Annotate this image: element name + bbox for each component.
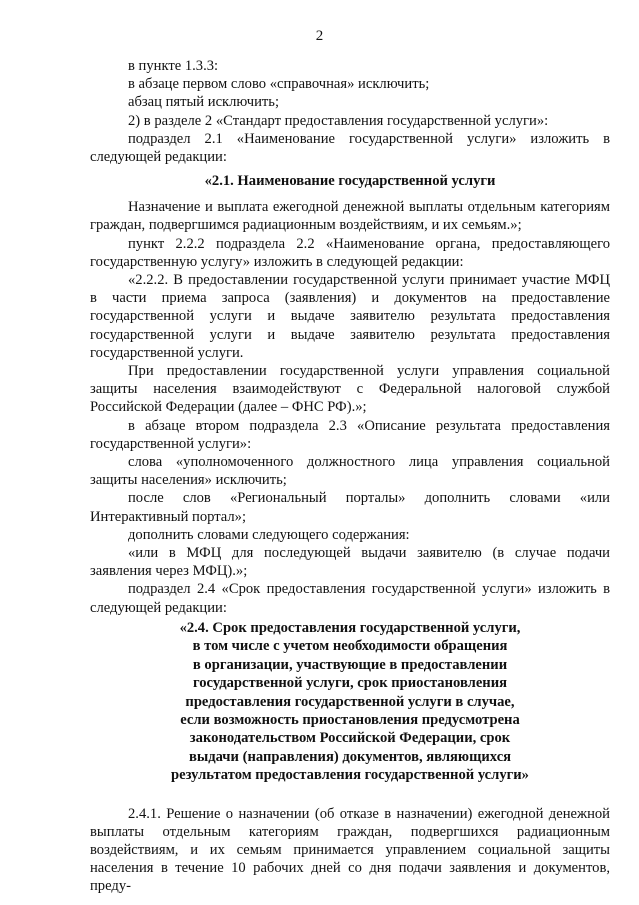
heading-line: законодательством Российской Федерации, срок xyxy=(189,730,511,747)
paragraph: «или в МФЦ для последующей выдачи заявителю (в случае подачи заявления через МФЦ).»; xyxy=(90,545,610,580)
paragraph: дополнить словами следующего содержания: xyxy=(128,526,410,543)
heading-line: государственной услуги, срок приостановления xyxy=(192,675,508,692)
paragraph: в абзаце втором подраздела 2.3 «Описание результата предоставления государственной услуги»: xyxy=(90,417,610,452)
document-body xyxy=(90,57,610,896)
paragraph: «2.2.2. В предоставлении государственной услуги принимает участие МФЦ в части приема запроса (заявления) и документов на предоставление государственной услуги и выдаче заявителю результата предоставления государственной услуги и выдаче заявителю результата предоставления государственной услуги. xyxy=(90,272,610,361)
paragraph: 2) в разделе 2 «Стандарт предоставления государственной услуги»: xyxy=(128,112,549,129)
paragraph: Назначение и выплата ежегодной денежной выплаты отдельным категориям граждан, подвергшимся радиационным воздействиям, и их семьям.»; xyxy=(90,199,610,234)
paragraph: в пункте 1.3.3: xyxy=(128,58,219,74)
heading-line: если возможность приостановления предусмотрена xyxy=(180,711,520,728)
heading-line: результатом предоставления государственной услуги» xyxy=(171,767,529,784)
page-number: 2 xyxy=(315,28,324,44)
paragraph: после слов «Региональный порталы» дополнить словами «или Интерактивный портал»; xyxy=(90,490,610,525)
heading-line: в том числе с учетом необходимости обращения xyxy=(192,638,508,655)
paragraph: в абзаце первом слово «справочная» исключить; xyxy=(128,76,430,93)
paragraph: пункт 2.2.2 подраздела 2.2 «Наименование органа, предоставляющего государственную услугу» изложить в следующей редакции: xyxy=(90,235,610,270)
section-heading-2-1: «2.1. Наименование государственной услуги xyxy=(204,173,496,190)
paragraph: подраздел 2.1 «Наименование государственной услуги» изложить в следующей редакции: xyxy=(90,130,610,166)
paragraph: 2.4.1. Решение о назначении (об отказе в назначении) ежегодной денежной выплаты отдельным категориям граждан, подвергшихся радиационным воздействиям, и их семьям принимается управлением социальной защиты населения в течение 10 рабочих дней со дня подачи заявления и документов, преду- xyxy=(90,805,610,895)
paragraph: абзац пятый исключить; xyxy=(128,94,280,111)
heading-line: предоставления государственной услуги в случае, xyxy=(185,693,515,710)
paragraph: подраздел 2.4 «Срок предоставления государственной услуги» изложить в следующей редакции: xyxy=(90,581,610,616)
heading-line: «2.4. Срок предоставления государственной услуги, xyxy=(179,619,521,636)
heading-line: в организации, участвующие в предоставлении xyxy=(192,656,508,673)
paragraph: При предоставлении государственной услуги управления социальной защиты населения взаимодействуют с Федеральной налоговой службой Российской Федерации (далее – ФНС РФ).»; xyxy=(90,363,610,416)
section-heading-2-4 xyxy=(90,619,610,785)
paragraph: слова «уполномоченного должностного лица управления социальной защиты населения» исключить; xyxy=(90,454,610,489)
heading-line: выдачи (направления) документов, являющихся xyxy=(188,748,512,765)
